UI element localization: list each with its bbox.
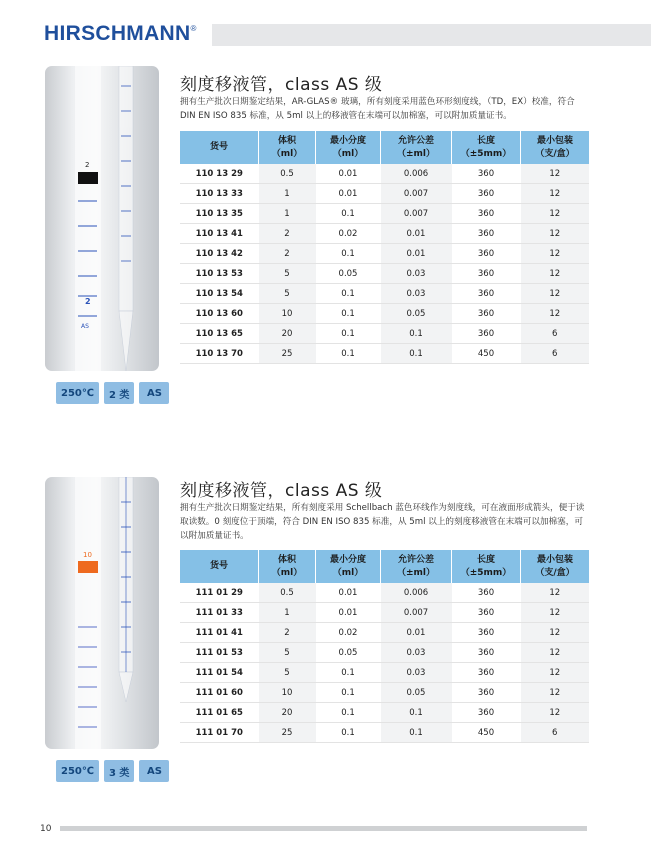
table-row [180,164,589,184]
table-cell: 0.1 [316,304,381,324]
table-cell: 2 [259,244,316,264]
col-header: 允许公差 （±ml） [381,550,452,583]
col-header: 长度 （±5mm） [452,131,521,164]
table-cell: 0.01 [316,603,381,623]
table-cell: 12 [521,603,590,623]
table-row [180,703,589,723]
table-cell: 6 [521,344,590,364]
table-cell: 0.1 [381,723,452,743]
table-row [180,204,589,224]
table-cell: 0.5 [259,164,316,184]
spec-table [180,550,589,743]
pipette-mid-label: 2 [85,297,91,306]
table-cell: 2 [259,224,316,244]
table-cell: 1 [259,184,316,204]
section-description: 拥有生产批次日期鉴定结果，AR-GLAS® 玻璃，所有刻度采用蓝色环形刻度线，（TD，EX）校准，符合 DIN EN ISO 835 标准，从 5ml 以上的移液管在末端可以加棉塞，可以附加质量证书。 [180,97,575,121]
feature-badges [56,382,169,404]
table-cell: 360 [452,663,521,683]
col-header: 最小包装 （支/盒） [521,550,590,583]
table-cell: 6 [521,324,590,344]
table-row [180,224,589,244]
table-cell: 12 [521,244,590,264]
table-row [180,324,589,344]
table-cell: 360 [452,623,521,643]
table-cell: 360 [452,583,521,603]
table-cell: 12 [521,623,590,643]
table-cell: 360 [452,643,521,663]
as-badge: AS [139,760,169,782]
item-code-cell: 111 01 41 [180,623,259,643]
item-code-cell: 111 01 60 [180,683,259,703]
item-code-cell: 110 13 53 [180,264,259,284]
table-row [180,663,589,683]
class-badge: 2 类 [104,382,134,404]
table-cell: 1 [259,204,316,224]
table-cell: 12 [521,224,590,244]
footer-bar [60,826,587,831]
section-title: 刻度移液管，class AS 级 [180,75,383,95]
table-cell: 6 [521,723,590,743]
table-cell: 360 [452,224,521,244]
table-cell: 5 [259,643,316,663]
table-cell: 360 [452,603,521,623]
col-header: 最小分度 （ml） [316,550,381,583]
table-cell: 0.03 [381,284,452,304]
table-row [180,723,589,743]
table-cell: 20 [259,703,316,723]
class-badge: 3 类 [104,760,134,782]
item-code-cell: 110 13 60 [180,304,259,324]
table-row [180,244,589,264]
item-code-cell: 110 13 65 [180,324,259,344]
item-code-cell: 110 13 29 [180,164,259,184]
table-cell: 360 [452,164,521,184]
table-cell: 0.1 [316,703,381,723]
pipette-photo [45,477,159,749]
table-cell: 0.02 [316,224,381,244]
col-header: 体积 （ml） [259,550,316,583]
table-cell: 0.006 [381,164,452,184]
section-title: 刻度移液管，class AS 级 [180,481,383,501]
table-cell: 0.007 [381,184,452,204]
as-badge: AS [139,382,169,404]
temperature-badge: 250℃ [56,760,99,782]
table-cell: 12 [521,164,590,184]
section-description: 拥有生产批次日期鉴定结果，所有刻度采用 Schellbach 蓝色环线作为刻度线，可在液面形成箭头，便于读取读数。0 刻度位于顶端，符合 DIN EN ISO 835 标准，从 5ml 以上的刻度移液管在末端可以加棉塞，可以附加质量证书。 [180,503,585,541]
table-cell: 12 [521,304,590,324]
table-cell: 0.03 [381,264,452,284]
table-cell: 360 [452,184,521,204]
table-cell: 0.03 [381,643,452,663]
table-cell: 25 [259,723,316,743]
col-header: 货号 [180,131,259,164]
pipette-top-label: 2 [85,161,90,169]
col-header: 最小分度 （ml） [316,131,381,164]
table-cell: 360 [452,324,521,344]
spec-table [180,131,589,364]
table-cell: 360 [452,244,521,264]
table-cell: 360 [452,264,521,284]
header-bar [212,24,651,46]
table-cell: 5 [259,663,316,683]
item-code-cell: 111 01 65 [180,703,259,723]
item-code-cell: 111 01 54 [180,663,259,683]
item-code-cell: 111 01 29 [180,583,259,603]
table-row [180,284,589,304]
table-row [180,304,589,324]
table-cell: 25 [259,344,316,364]
item-code-cell: 110 13 42 [180,244,259,264]
item-code-cell: 111 01 70 [180,723,259,743]
table-cell: 450 [452,344,521,364]
table-cell: 12 [521,683,590,703]
table-row [180,264,589,284]
table-cell: 0.1 [316,663,381,683]
item-code-cell: 110 13 35 [180,204,259,224]
table-cell: 20 [259,324,316,344]
table-cell: 10 [259,683,316,703]
table-cell: 0.1 [381,324,452,344]
table-cell: 12 [521,663,590,683]
table-cell: 2 [259,623,316,643]
table-cell: 0.1 [316,344,381,364]
table-cell: 5 [259,264,316,284]
table-cell: 0.05 [316,643,381,663]
table-cell: 0.1 [316,683,381,703]
table-cell: 0.05 [316,264,381,284]
table-cell: 0.1 [316,204,381,224]
table-cell: 5 [259,284,316,304]
col-header: 允许公差 （±ml） [381,131,452,164]
table-row [180,583,589,603]
table-cell: 360 [452,304,521,324]
table-cell: 0.05 [381,683,452,703]
table-cell: 10 [259,304,316,324]
table-cell: 360 [452,683,521,703]
table-cell: 450 [452,723,521,743]
item-code-cell: 110 13 70 [180,344,259,364]
item-code-cell: 110 13 41 [180,224,259,244]
table-cell: 360 [452,284,521,304]
table-row [180,683,589,703]
table-cell: 1 [259,603,316,623]
feature-badges [56,760,169,782]
table-row [180,603,589,623]
table-cell: 0.01 [381,224,452,244]
table-cell: 0.01 [381,244,452,264]
table-cell: 360 [452,204,521,224]
table-cell: 0.1 [316,244,381,264]
pipette-photo [45,66,159,371]
table-cell: 12 [521,284,590,304]
table-cell: 0.02 [316,623,381,643]
table-cell: 360 [452,703,521,723]
svg-text:AS: AS [81,323,89,330]
table-cell: 0.01 [381,623,452,643]
pipette-top-label: 10 [83,551,92,559]
table-cell: 0.05 [381,304,452,324]
table-cell: 0.03 [381,663,452,683]
table-row [180,184,589,204]
col-header: 货号 [180,550,259,583]
table-row [180,643,589,663]
table-cell: 0.1 [381,703,452,723]
table-cell: 0.01 [316,583,381,603]
table-cell: 12 [521,204,590,224]
table-cell: 0.1 [316,284,381,304]
temperature-badge: 250℃ [56,382,99,404]
item-code-cell: 111 01 53 [180,643,259,663]
col-header: 体积 （ml） [259,131,316,164]
table-cell: 12 [521,703,590,723]
table-cell: 0.01 [316,184,381,204]
table-cell: 0.01 [316,164,381,184]
item-code-cell: 111 01 33 [180,603,259,623]
table-cell: 0.1 [316,324,381,344]
page-number: 10 [40,824,52,834]
table-row [180,344,589,364]
table-cell: 0.5 [259,583,316,603]
col-header: 长度 （±5mm） [452,550,521,583]
table-cell: 12 [521,264,590,284]
table-cell: 12 [521,583,590,603]
table-cell: 0.007 [381,204,452,224]
table-cell: 0.1 [316,723,381,743]
item-code-cell: 110 13 33 [180,184,259,204]
table-cell: 0.1 [381,344,452,364]
brand-logo: HIRSCHMANN® [44,22,197,45]
table-cell: 12 [521,184,590,204]
table-cell: 0.007 [381,603,452,623]
col-header: 最小包装 （支/盒） [521,131,590,164]
item-code-cell: 110 13 54 [180,284,259,304]
table-cell: 0.006 [381,583,452,603]
table-row [180,623,589,643]
table-cell: 12 [521,643,590,663]
